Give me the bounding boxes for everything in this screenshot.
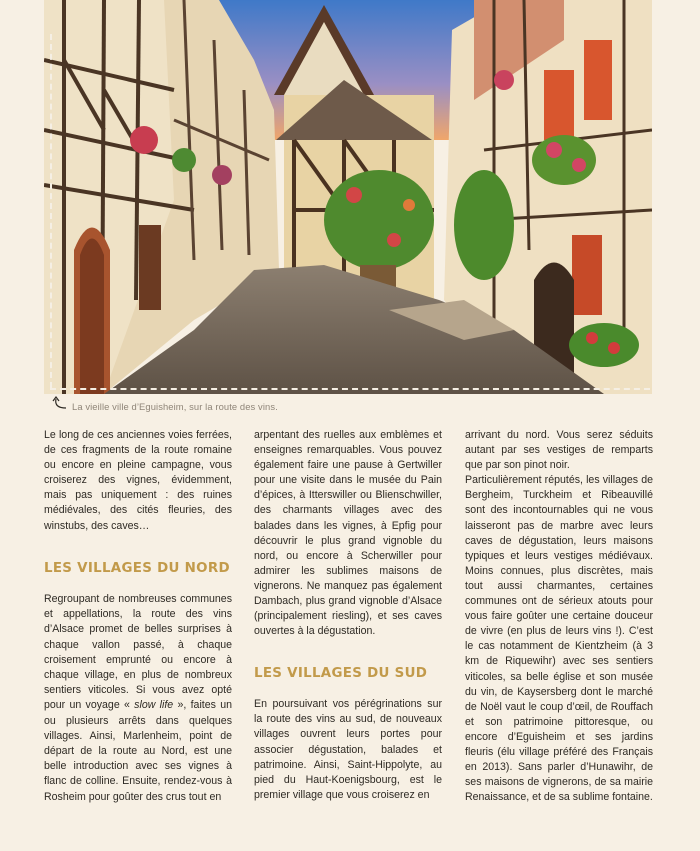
- column-2-body: [254, 697, 442, 803]
- intro-paragraph: Le long de ces anciennes voies ferrées, de ces fragments de la route romaine ou encore en pleine campagne, vous croiserez des vignes, évidemment, mais pas uniquement : des ruines médiévales, des cités fleuries, des winstubs, des caves…: [44, 429, 232, 532]
- heading-villages-sud: LES VILLAGES DU SUD: [254, 666, 428, 681]
- dashed-guide-horizontal: [50, 388, 650, 390]
- eguisheim-photo: [44, 0, 652, 394]
- photo-caption: La vieille ville d’Eguisheim, sur la route des vins.: [72, 401, 278, 412]
- col2-paragraph: arpentant des ruelles aux emblèmes et enseignes remarquables. Vous pouvez également faire une pause à Gertwiller pour une visite dans le musée du Pain d’épices, à Itterswiller ou Blienschwiller, des charmants villages avec des balades dans les vignes, à Epfig pour découvrir le plus grand vignoble du nord, ou encore à Scherwiller pour admirer les sublimes maisons de vignerons. Ne manquez pas également Dambach, plus grand vignoble d’Alsace (principalement riesling), et ses caves ouvertes à la dégustation.: [254, 429, 442, 638]
- nord-text-italic: slow life: [134, 699, 174, 712]
- photo-illustration: [44, 0, 652, 394]
- column-1-body: [44, 592, 232, 805]
- dashed-guide-vertical: [50, 34, 52, 388]
- col3-paragraph-2: Particulièrement réputés, les villages de Bergheim, Turckheim et Ribeauvillé sont des incontournables qui ne vous laisseront pas de marbre avec leurs caves de dégustation, leurs maisons typiques et leurs vestiges médiévaux. Moins connues, plus discrètes, mais tout aussi charmantes, certaines communes ont de sérieux atouts pour vous faire goûter une certaine douceur de vivre (en plus de leurs vins !). C’est le cas notamment de Kientzheim (à 3 km de Riquewihr) avec ses sentiers viticoles, sa belle église et son musée du vin, de Kaysersberg dont le marché de Noël vaut le coup d’œil, de Rouffach et son patrimoine pittoresque, ou encore d’Eguisheim et ses jardins fleuris (élu village préféré des Français en 2013). Sans parler d’Hunawihr, de ses maisons de vignerons, de sa mairie Renaissance, et de sa sublime fontaine.: [465, 474, 653, 804]
- heading-villages-nord: LES VILLAGES DU NORD: [44, 561, 230, 576]
- nord-text-end: », faites un ou plusieurs arrêts dans quelques villages. Ainsi, Marlenheim, point de départ de la route au Nord, est une belle introduction avec ses vignes à flanc de colline. Ensuite, rendez-vous à Rosheim pour goûter des crus tout en: [44, 699, 232, 803]
- nord-text-start: Regroupant de nombreuses communes et appellations, la route des vins d’Alsace promet de belles surprises à chaque vallon passé, à chaque croisement emprunté ou encore à chaque village, en plus de nombreux sentiers viticoles. Si vous avez opté pour un voyage «: [44, 593, 232, 712]
- nord-paragraph: [44, 592, 232, 805]
- column-2: [254, 428, 442, 639]
- sud-paragraph: En poursuivant vos pérégrinations sur la route des vins au sud, de nouveaux villages ouvrent leurs portes pour associer dégustation, balades et patrimoine. Ainsi, Saint-Hippolyte, au pied du Haut-Koenigsbourg, est le premier village que vous croiserez en: [254, 698, 442, 802]
- column-1-intro: [44, 428, 232, 534]
- col3-paragraph-1: arrivant du nord. Vous serez séduits autant par ses vestiges de remparts que par son pinot noir.: [465, 429, 653, 472]
- caption-arrow-icon: [52, 396, 72, 412]
- column-3: [465, 428, 653, 805]
